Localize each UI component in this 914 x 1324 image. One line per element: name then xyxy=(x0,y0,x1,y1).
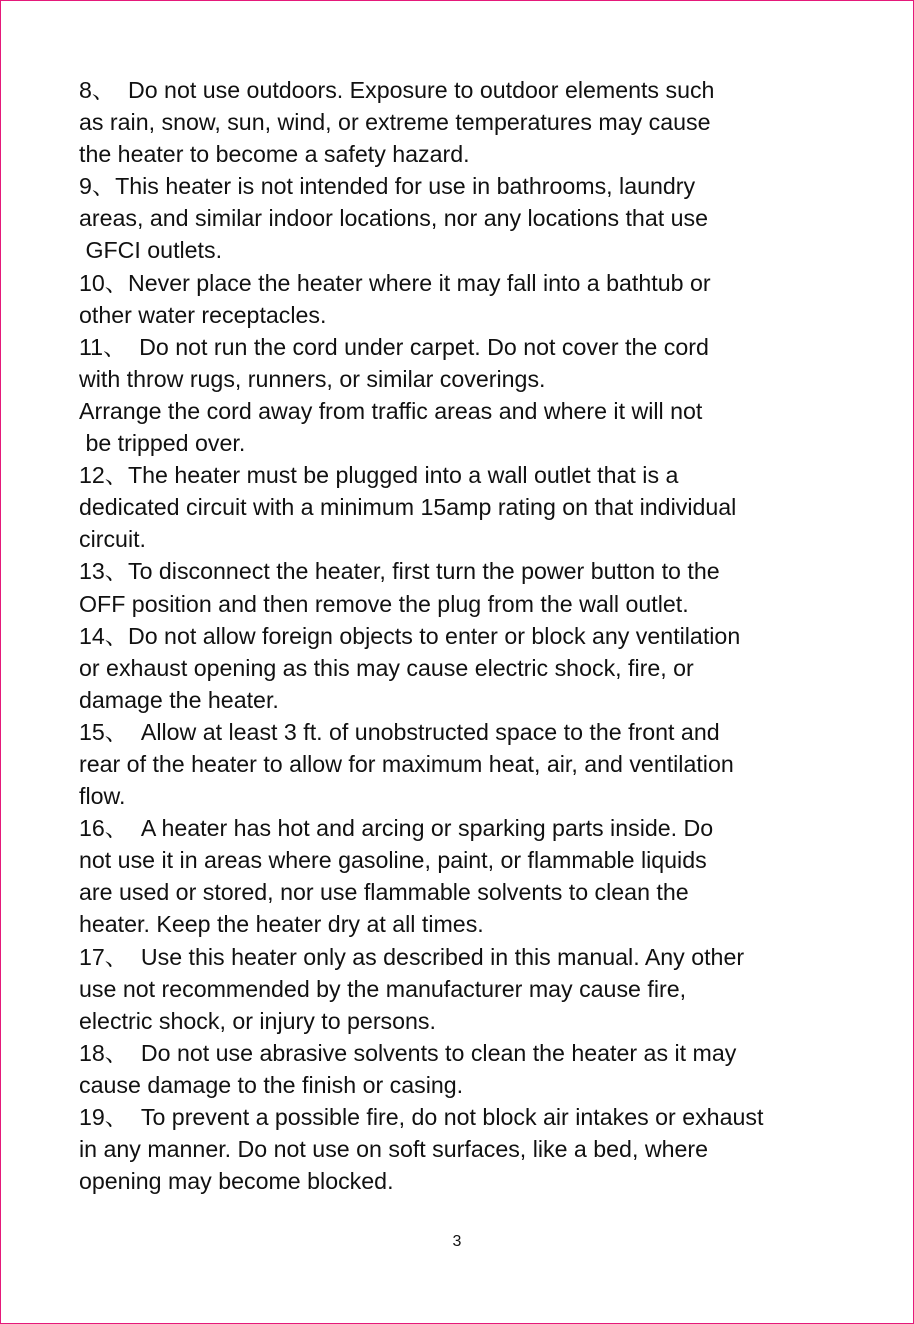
text-line: as rain, snow, sun, wind, or extreme temperatures may cause xyxy=(79,109,711,136)
text-line: 14、Do not allow foreign objects to enter or block any ventilation xyxy=(79,622,741,649)
text-line: 16、 A heater has hot and arcing or sparking parts inside. Do xyxy=(79,815,714,842)
text-line: the heater to become a safety hazard. xyxy=(79,141,470,168)
text-line: dedicated circuit with a minimum 15amp rating on that individual xyxy=(79,494,737,521)
text-line: 12、The heater must be plugged into a wall outlet that is a xyxy=(79,462,679,489)
text-line: 17、 Use this heater only as described in this manual. Any other xyxy=(79,943,745,970)
text-line: 9、This heater is not intended for use in bathrooms, laundry xyxy=(79,173,696,200)
text-line: 13、To disconnect the heater, first turn the power button to the xyxy=(79,558,720,585)
text-line: heater. Keep the heater dry at all times. xyxy=(79,911,484,938)
text-line: opening may become blocked. xyxy=(79,1168,394,1195)
page-number: 3 xyxy=(452,1233,462,1250)
text-line: OFF position and then remove the plug from the wall outlet. xyxy=(79,590,689,617)
text-line: flow. xyxy=(79,783,126,810)
text-line: circuit. xyxy=(79,526,146,553)
safety-instructions xyxy=(79,74,879,1197)
text-line: GFCI outlets. xyxy=(79,237,223,264)
text-line: cause damage to the finish or casing. xyxy=(79,1071,464,1098)
text-line: use not recommended by the manufacturer may cause fire, xyxy=(79,975,687,1002)
text-line: 18、 Do not use abrasive solvents to clean the heater as it may xyxy=(79,1039,737,1066)
text-line: not use it in areas where gasoline, paint, or flammable liquids xyxy=(79,847,707,874)
text-line: damage the heater. xyxy=(79,686,279,713)
text-line: 10、Never place the heater where it may fall into a bathtub or xyxy=(79,269,711,296)
text-line: in any manner. Do not use on soft surfaces, like a bed, where xyxy=(79,1136,708,1163)
text-line: 11、 Do not run the cord under carpet. Do not cover the cord xyxy=(79,333,709,360)
text-line: or exhaust opening as this may cause electric shock, fire, or xyxy=(79,654,694,681)
text-line: rear of the heater to allow for maximum heat, air, and ventilation xyxy=(79,750,734,777)
text-line: are used or stored, nor use flammable solvents to clean the xyxy=(79,879,689,906)
text-line: 8、 Do not use outdoors. Exposure to outdoor elements such xyxy=(79,77,715,103)
text-line: 15、 Allow at least 3 ft. of unobstructed space to the front and xyxy=(79,718,720,745)
text-line: 19、 To prevent a possible fire, do not block air intakes or exhaust xyxy=(79,1104,764,1130)
text-line: with throw rugs, runners, or similar coverings. xyxy=(79,365,546,392)
text-line: Arrange the cord away from traffic areas and where it will not xyxy=(79,397,703,424)
text-line: be tripped over. xyxy=(79,430,246,457)
text-line: other water receptacles. xyxy=(79,301,327,328)
text-line: electric shock, or injury to persons. xyxy=(79,1007,436,1034)
text-line: areas, and similar indoor locations, nor any locations that use xyxy=(79,205,708,232)
